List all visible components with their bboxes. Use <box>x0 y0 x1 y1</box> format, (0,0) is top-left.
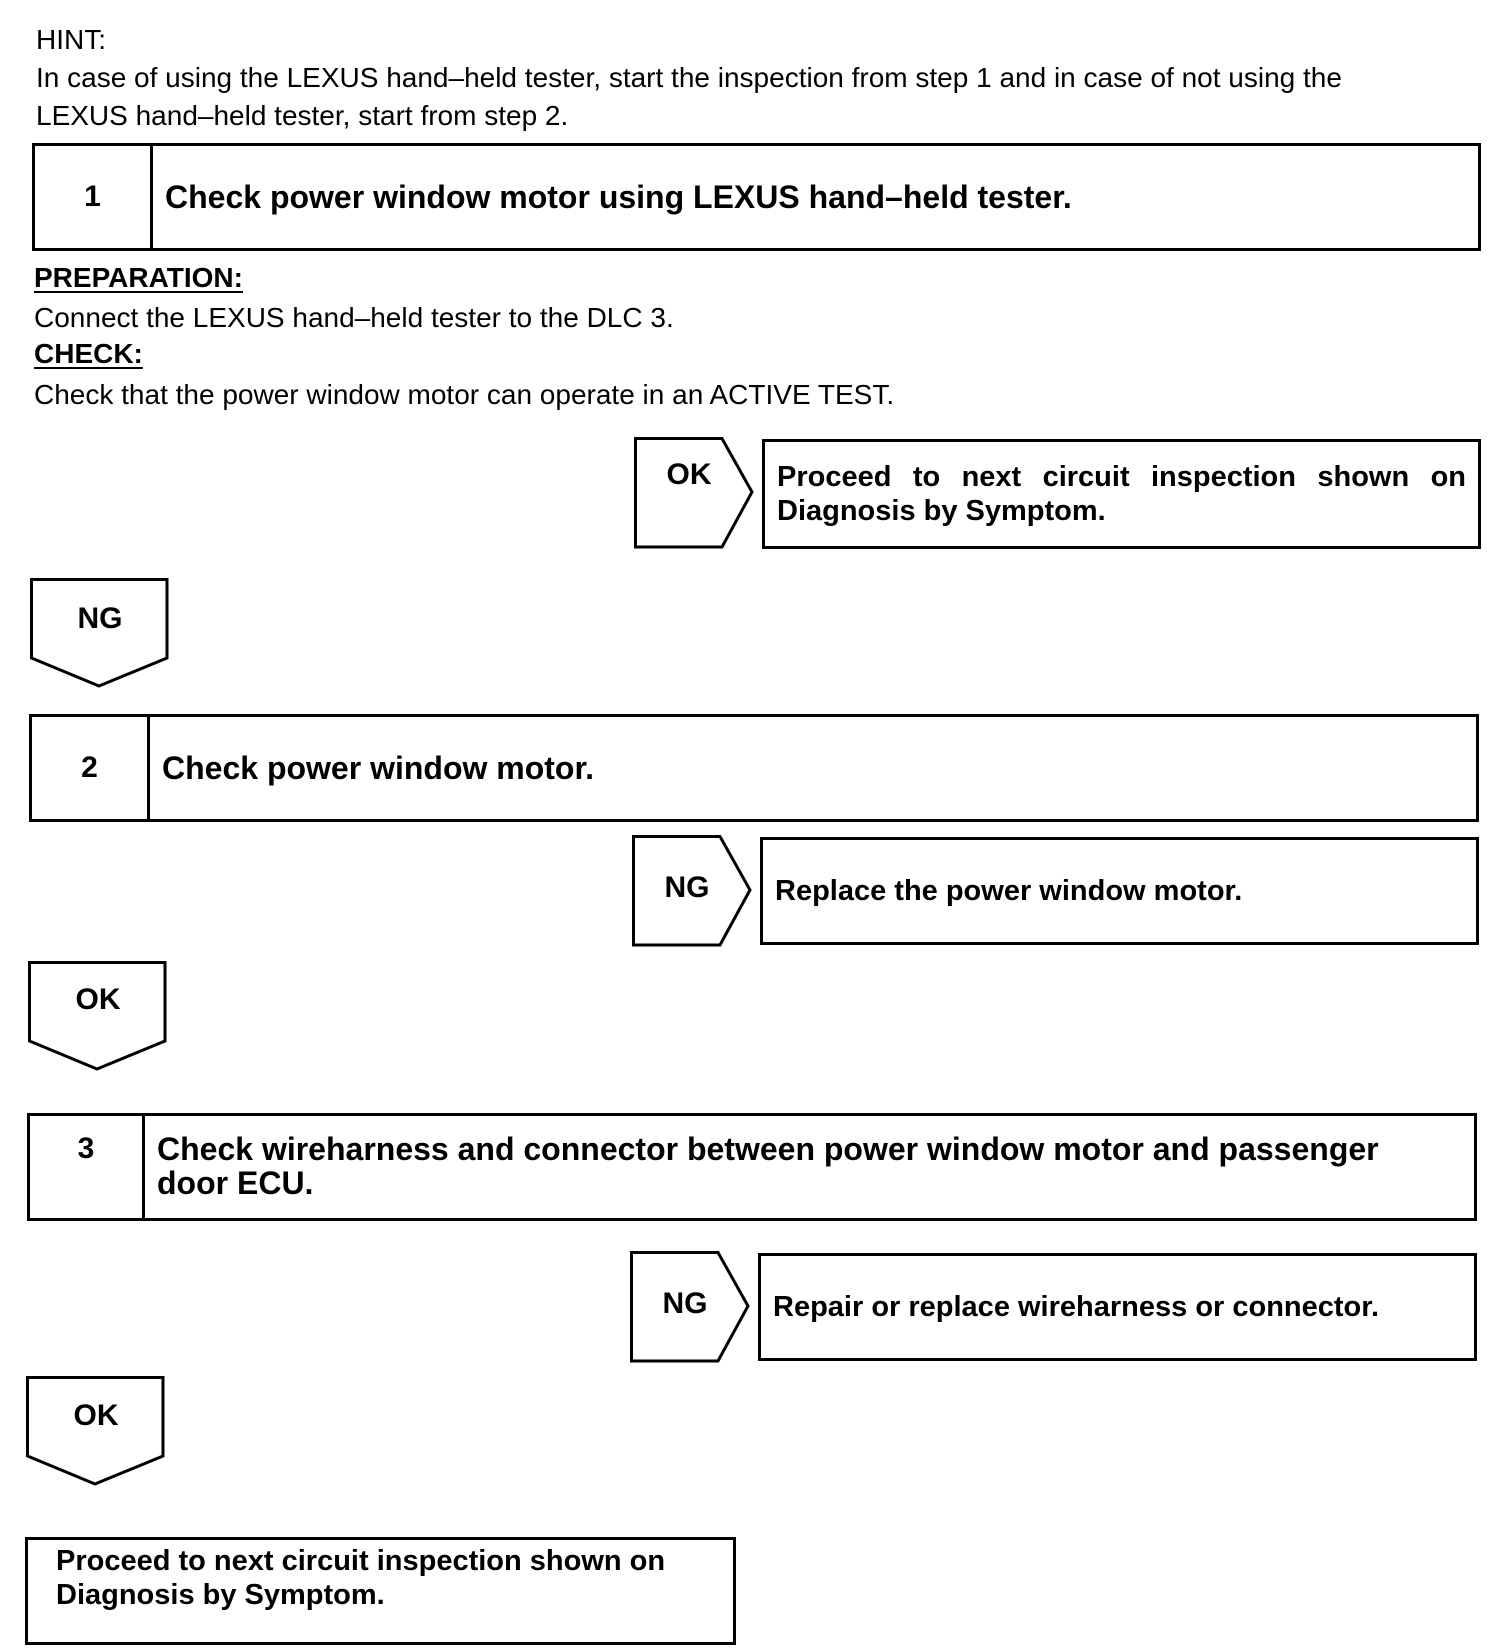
preparation-label: PREPARATION: <box>34 262 243 293</box>
check-label: CHECK: <box>34 338 143 369</box>
ng-branch-result-3: Repair or replace wireharness or connector. <box>758 1253 1477 1361</box>
hint-text-line-1: In case of using the LEXUS hand–held tester, start the inspection from step 1 and in case of not using the <box>36 62 1342 93</box>
ok-branch-label-1: OK <box>666 458 712 491</box>
ok-branch-arrow-1 <box>634 437 760 549</box>
step-2-title: Check power window motor. <box>162 750 595 786</box>
step-2-number: 2 <box>32 717 150 819</box>
step-3-number: 3 <box>30 1116 145 1218</box>
ok-down-arrow-2 <box>28 961 170 1073</box>
ok-branch-result-1 <box>762 439 1481 549</box>
final-result-box: Proceed to next circuit inspection shown on Diagnosis by Symptom. <box>25 1537 736 1645</box>
ok-down-label-2: OK <box>75 983 121 1016</box>
step-2-box <box>29 714 1479 822</box>
step-1-number: 1 <box>35 146 153 248</box>
ng-branch-result-2: Replace the power window motor. <box>760 837 1479 945</box>
preparation-text: Connect the LEXUS hand–held tester to the DLC 3. <box>34 302 674 333</box>
check-text: Check that the power window motor can operate in an ACTIVE TEST. <box>34 379 895 410</box>
ok-down-label-3: OK <box>73 1399 119 1432</box>
ng-branch-label-2: NG <box>664 871 710 904</box>
hint-label: HINT: <box>36 24 106 55</box>
ng-branch-label-3: NG <box>662 1287 708 1320</box>
ng-down-label-1: NG <box>77 602 123 635</box>
step-1-title: Check power window motor using LEXUS hand–held tester. <box>165 179 1072 215</box>
step-3-box <box>27 1113 1477 1221</box>
step-3-title: Check wireharness and connector between power window motor and passenger door ECU. <box>157 1131 1379 1201</box>
ok-branch-result-1-text: Proceed to next circuit inspection shown on Diagnosis by Symptom. <box>777 461 1466 527</box>
step-1-box <box>32 143 1481 251</box>
hint-text-line-2: LEXUS hand–held tester, start from step 2. <box>36 100 569 131</box>
